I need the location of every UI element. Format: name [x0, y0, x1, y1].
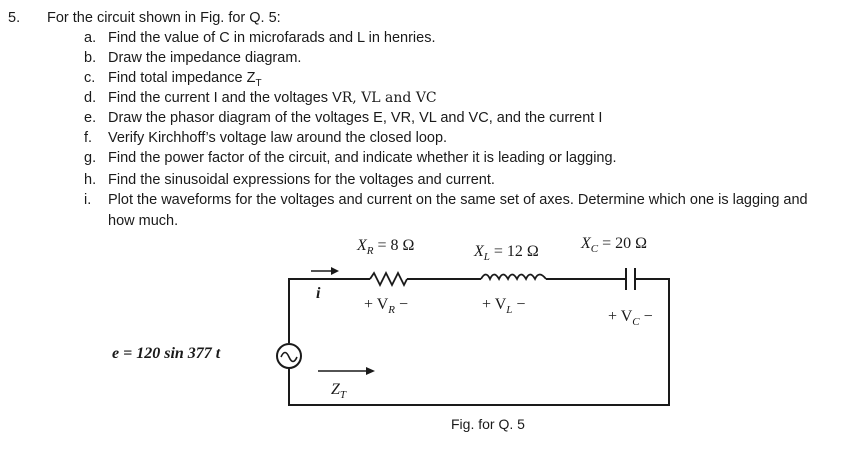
- item-text-tail: R, VL and VC: [341, 90, 437, 106]
- impedance-label: $Z_T$: [331, 381, 347, 402]
- item-text-tail: R, VL and VC, and the current I: [400, 110, 603, 126]
- capacitor-reactance-label: $X_C = 20$ Ω: [581, 235, 648, 256]
- inductor-symbol: [481, 275, 546, 280]
- item-text: Verify Kirchhoff’s voltage law around the closed loop.: [108, 130, 448, 146]
- item-letter: d.: [84, 90, 97, 106]
- item-text: Find the power factor of the circuit, and indicate whether it is leading or lagging.: [108, 150, 617, 166]
- item-letter: h.: [84, 172, 97, 188]
- item-text-sub: T: [255, 77, 262, 89]
- inductor-reactance-label: $X_L = 12$ Ω: [474, 243, 539, 264]
- source-label: e = 120 sin 377 t: [112, 345, 221, 362]
- item-letter: e.: [84, 110, 97, 126]
- impedance-arrowhead: [366, 367, 375, 375]
- resistor-voltage-label: + $V_R$ −: [364, 296, 409, 317]
- item-letter: g.: [84, 150, 97, 166]
- item-letter: c.: [84, 70, 96, 86]
- capacitor-voltage-label: + $V_C$ −: [608, 308, 653, 329]
- item-text: Find the value of C in microfarads and L in henries.: [108, 30, 436, 46]
- current-label: i: [316, 285, 321, 302]
- wire-top-left: [289, 279, 370, 285]
- item-text-main: Find the current I and the voltages V: [108, 90, 342, 106]
- item-text-main: Draw the phasor diagram of the voltages E, V: [108, 110, 401, 126]
- item-letter: f.: [84, 130, 93, 146]
- inductor-voltage-label: + $V_L$ −: [482, 296, 526, 317]
- item-text: Plot the waveforms for the voltages and current on the same set of axes. Determine which one is lagging and: [108, 192, 808, 208]
- item-text: Draw the impedance diagram.: [108, 50, 302, 66]
- question-prompt: For the circuit shown in Fig. for Q. 5:: [47, 10, 281, 26]
- item-text: Find the sinusoidal expressions for the voltages and current.: [108, 172, 495, 188]
- item-letter: a.: [84, 30, 97, 46]
- question-number: 5.: [8, 10, 21, 26]
- item-letter: b.: [84, 50, 97, 66]
- resistor-reactance-label: $X_R = 8$ Ω: [357, 237, 415, 258]
- item-text-main: Find total impedance Z: [108, 70, 256, 86]
- resistor-symbol: [370, 273, 407, 285]
- item-text: how much.: [108, 213, 179, 229]
- figure-caption: Fig. for Q. 5: [451, 416, 525, 432]
- current-arrowhead: [331, 267, 339, 275]
- item-letter: i.: [84, 192, 92, 208]
